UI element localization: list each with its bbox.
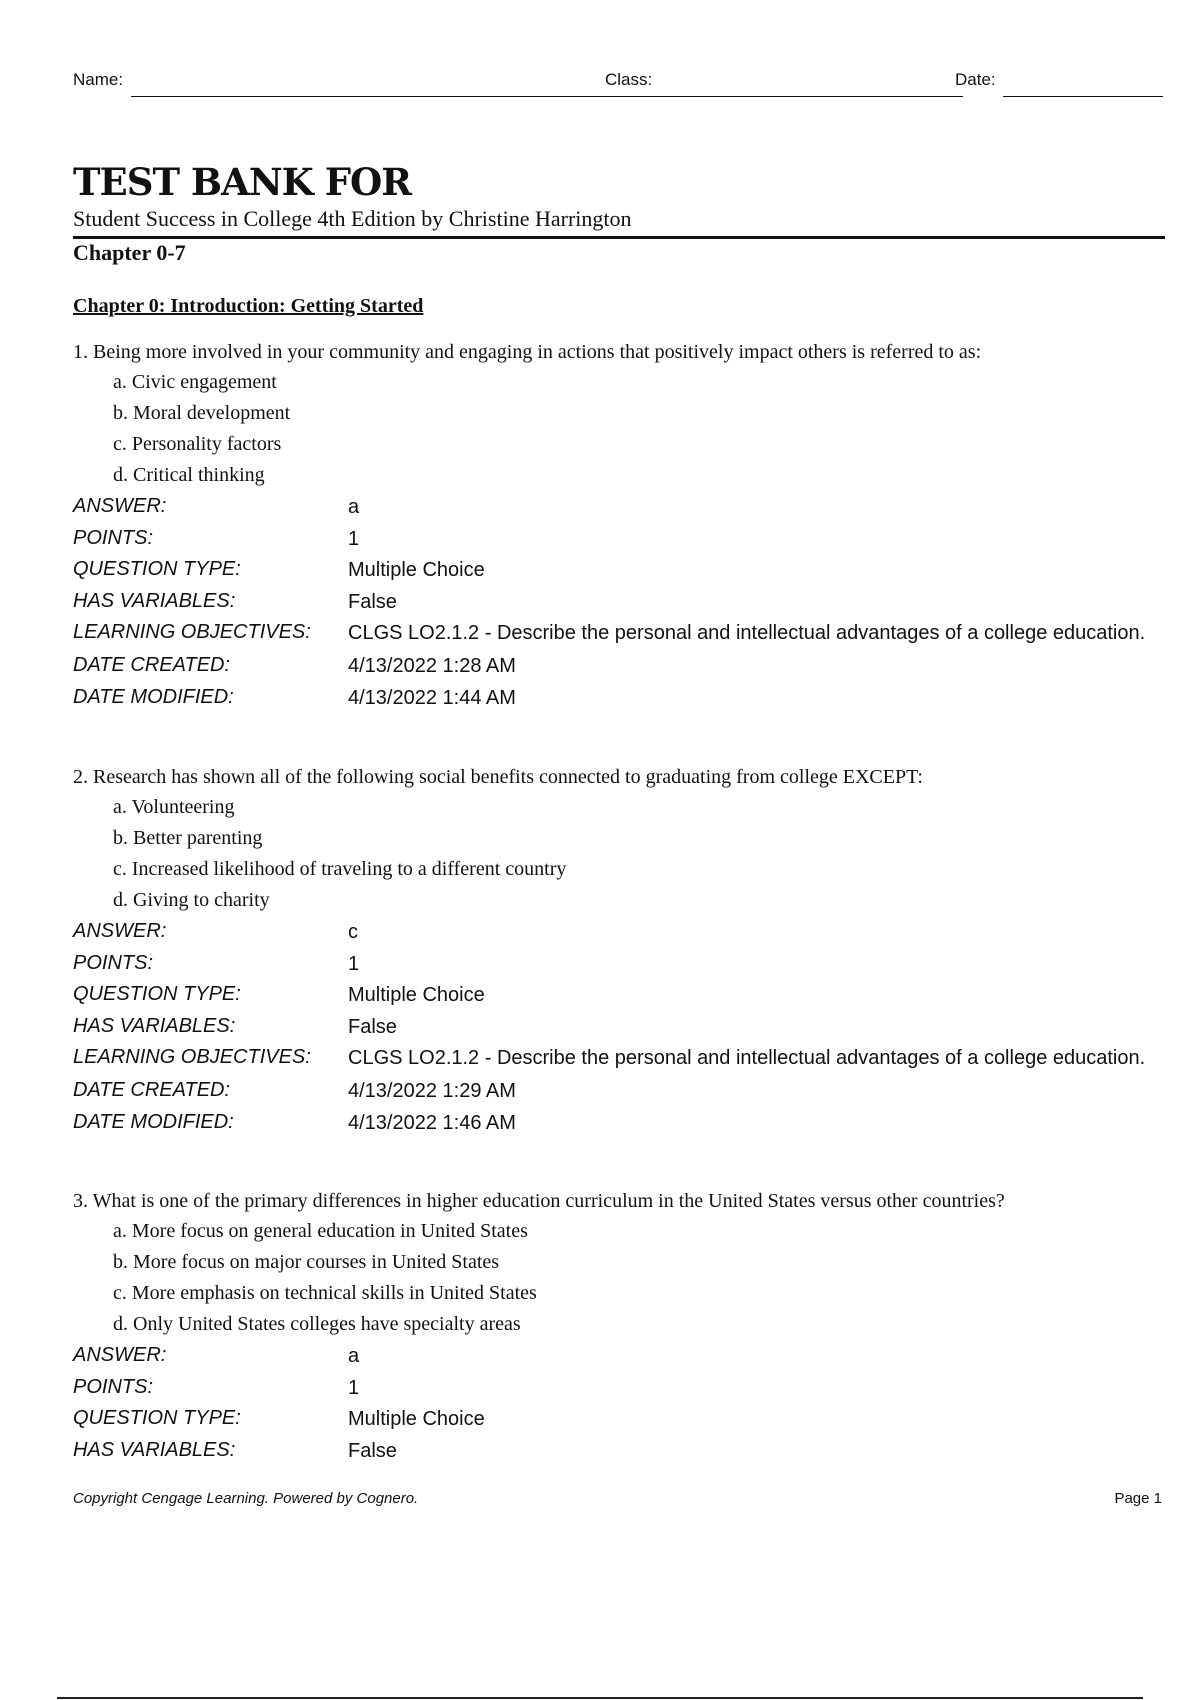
question-stem: 1. Being more involved in your community and engaging in actions that positively impact others is referred to as: [73, 341, 982, 363]
page-title: TEST BANK FOR [73, 160, 411, 204]
has-variables-label: HAS VARIABLES: [73, 1438, 236, 1461]
learning-objectives-label: LEARNING OBJECTIVES: [73, 621, 311, 644]
date-field-line[interactable] [1003, 96, 1163, 97]
answer-options [73, 792, 1168, 916]
question-1 [73, 337, 1168, 714]
question-stem: 3. What is one of the primary differences in higher education curriculum in the United States versus other countries? [73, 1190, 1005, 1212]
option-c: c. Personality factors [113, 433, 282, 455]
answer-value: c [348, 921, 358, 943]
has-variables-value: False [348, 1015, 397, 1038]
question-stem: 2. Research has shown all of the following social benefits connected to graduating from college EXCEPT: [73, 766, 923, 788]
option-a: a. Civic engagement [113, 371, 277, 393]
question-type-value: Multiple Choice [348, 1408, 485, 1431]
date-created-label: DATE CREATED: [73, 654, 231, 677]
points-value: 1 [348, 527, 360, 550]
class-label: Class: [605, 70, 653, 89]
question-type-label: QUESTION TYPE: [73, 983, 241, 1006]
has-variables-value: False [348, 590, 397, 613]
option-a: a. Volunteering [113, 796, 235, 818]
date-created-value: 4/13/2022 1:28 AM [348, 655, 516, 678]
answer-label: ANSWER: [73, 920, 167, 942]
answer-value: a [348, 1345, 360, 1367]
answer-options [73, 367, 1168, 491]
question-metadata [73, 916, 1168, 1139]
option-b: b. More focus on major courses in United States [113, 1251, 500, 1273]
question-type-label: QUESTION TYPE: [73, 1407, 241, 1430]
option-d: d. Giving to charity [113, 889, 270, 911]
has-variables-label: HAS VARIABLES: [73, 589, 236, 612]
date-modified-label: DATE MODIFIED: [73, 1110, 234, 1133]
points-label: POINTS: [73, 951, 154, 974]
points-label: POINTS: [73, 1375, 154, 1398]
question-metadata [73, 491, 1168, 714]
date-created-label: DATE CREATED: [73, 1079, 231, 1102]
answer-value: a [348, 496, 360, 518]
chapter-heading: Chapter 0: Introduction: Getting Started [73, 295, 424, 317]
answer-options [73, 1216, 1168, 1340]
option-b: b. Better parenting [113, 827, 263, 849]
name-label: Name: [73, 70, 124, 89]
points-value: 1 [348, 952, 360, 975]
has-variables-label: HAS VARIABLES: [73, 1014, 236, 1037]
page-number: Page 1 [1114, 1490, 1162, 1507]
option-d: d. Only United States colleges have specialty areas [113, 1313, 521, 1335]
date-modified-value: 4/13/2022 1:46 AM [348, 1111, 516, 1134]
bottom-divider [57, 1697, 1143, 1699]
option-d: d. Critical thinking [113, 464, 265, 486]
date-created-value: 4/13/2022 1:29 AM [348, 1080, 516, 1103]
points-value: 1 [348, 1376, 360, 1399]
option-c: c. Increased likelihood of traveling to a different country [113, 858, 567, 880]
answer-label: ANSWER: [73, 1344, 167, 1366]
question-2 [73, 762, 1168, 1139]
class-field-line[interactable] [663, 96, 963, 97]
points-label: POINTS: [73, 526, 154, 549]
date-label: Date: [955, 70, 996, 89]
option-a: a. More focus on general education in United States [113, 1220, 528, 1242]
question-type-value: Multiple Choice [348, 559, 485, 582]
date-modified-label: DATE MODIFIED: [73, 685, 234, 708]
question-type-value: Multiple Choice [348, 984, 485, 1007]
answer-label: ANSWER: [73, 495, 167, 517]
learning-objectives-value: CLGS LO2.1.2 - Describe the personal and intellectual advantages of a college education. [348, 622, 1146, 645]
chapter-range: Chapter 0-7 [73, 240, 186, 265]
option-c: c. More emphasis on technical skills in United States [113, 1282, 537, 1304]
learning-objectives-value: CLGS LO2.1.2 - Describe the personal and intellectual advantages of a college education. [348, 1047, 1146, 1070]
student-info-header [73, 70, 1163, 100]
name-field-line[interactable] [131, 96, 673, 97]
book-subtitle: Student Success in College 4th Edition by Christine Harrington [73, 206, 632, 231]
question-3 [73, 1186, 1168, 1466]
question-metadata [73, 1340, 1168, 1466]
has-variables-value: False [348, 1439, 397, 1462]
title-divider [73, 236, 1165, 239]
question-type-label: QUESTION TYPE: [73, 558, 241, 581]
copyright-footer: Copyright Cengage Learning. Powered by Cognero. [73, 1490, 419, 1507]
option-b: b. Moral development [113, 402, 291, 424]
learning-objectives-label: LEARNING OBJECTIVES: [73, 1046, 311, 1069]
date-modified-value: 4/13/2022 1:44 AM [348, 686, 516, 709]
